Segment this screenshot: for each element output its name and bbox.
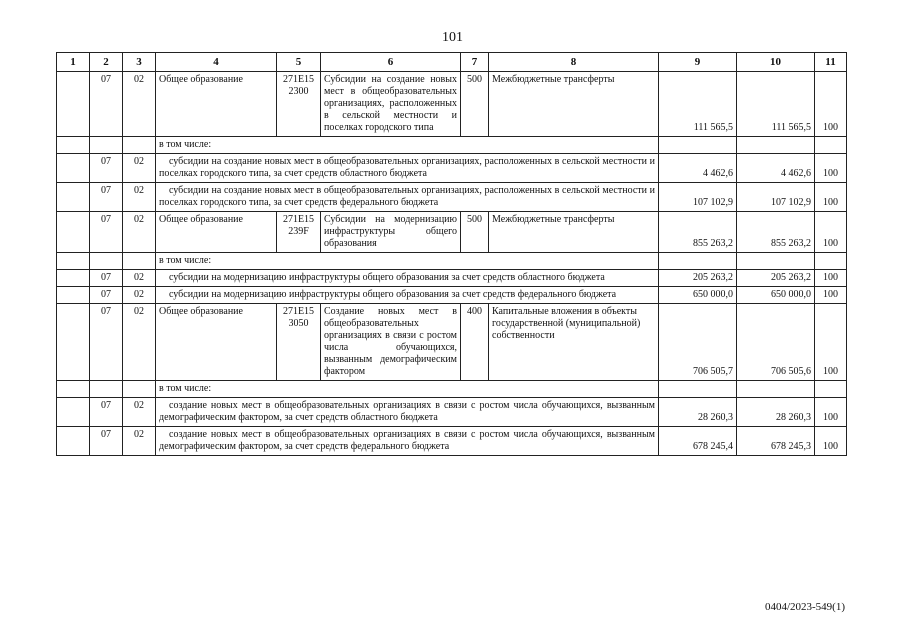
detail-row <box>57 287 847 304</box>
section-name-cell: Общее образование <box>156 72 277 137</box>
detail-description-cell: субсидии на создание новых мест в общеобразовательных организациях, расположенных в сельской местности и поселках городского типа, за счет средств областного бюджета <box>156 154 659 183</box>
detail-row <box>57 183 847 212</box>
section-code-cell: 07 <box>90 304 123 381</box>
amount-actual-cell: 107 102,9 <box>737 183 815 212</box>
header-row <box>57 53 847 72</box>
detail-row <box>57 427 847 456</box>
expense-type-code-cell: 500 <box>461 212 489 253</box>
empty-cell <box>815 137 847 154</box>
section-code-cell: 07 <box>90 183 123 212</box>
section-code-cell: 07 <box>90 398 123 427</box>
amount-actual-cell: 28 260,3 <box>737 398 815 427</box>
detail-row <box>57 398 847 427</box>
section-code-cell: 07 <box>90 154 123 183</box>
percent-cell: 100 <box>815 270 847 287</box>
column-header-6: 6 <box>321 53 461 72</box>
section-code-cell: 07 <box>90 287 123 304</box>
column-header-10: 10 <box>737 53 815 72</box>
code-col1-cell <box>57 287 90 304</box>
column-header-11: 11 <box>815 53 847 72</box>
amount-plan-cell: 205 263,2 <box>659 270 737 287</box>
target-article-cell: 271E15 239F <box>277 212 321 253</box>
target-article-cell: 271E15 2300 <box>277 72 321 137</box>
amount-plan-cell: 706 505,7 <box>659 304 737 381</box>
subsection-code-cell: 02 <box>123 287 156 304</box>
amount-plan-cell: 678 245,4 <box>659 427 737 456</box>
code-col1-cell <box>57 398 90 427</box>
code-col1-cell <box>57 304 90 381</box>
section-name-cell: Общее образование <box>156 304 277 381</box>
empty-cell <box>123 253 156 270</box>
target-name-cell: Создание новых мест в общеобразовательных организациях в связи с ростом числа обучающихся, вызванным демографическим фактором <box>321 304 461 381</box>
amount-plan-cell: 107 102,9 <box>659 183 737 212</box>
section-code-cell: 07 <box>90 72 123 137</box>
subsection-code-cell: 02 <box>123 398 156 427</box>
amount-actual-cell: 205 263,2 <box>737 270 815 287</box>
expense-type-code-cell: 400 <box>461 304 489 381</box>
page-number: 101 <box>442 30 463 45</box>
empty-cell <box>123 381 156 398</box>
column-header-1: 1 <box>57 53 90 72</box>
empty-cell <box>90 381 123 398</box>
subsection-code-cell: 02 <box>123 183 156 212</box>
amount-actual-cell: 111 565,5 <box>737 72 815 137</box>
column-header-4: 4 <box>156 53 277 72</box>
empty-cell <box>659 137 737 154</box>
subsection-code-cell: 02 <box>123 212 156 253</box>
including-row <box>57 381 847 398</box>
column-header-2: 2 <box>90 53 123 72</box>
amount-actual-cell: 678 245,3 <box>737 427 815 456</box>
empty-cell <box>659 253 737 270</box>
subsection-code-cell: 02 <box>123 270 156 287</box>
amount-actual-cell: 650 000,0 <box>737 287 815 304</box>
target-name-cell: Субсидии на создание новых мест в общеобразовательных организациях, расположенных в сельской местности и поселках городского типа <box>321 72 461 137</box>
amount-actual-cell: 4 462,6 <box>737 154 815 183</box>
empty-cell <box>737 381 815 398</box>
empty-cell <box>659 381 737 398</box>
percent-cell: 100 <box>815 212 847 253</box>
including-label-cell: в том числе: <box>156 381 659 398</box>
budget-table <box>56 52 847 456</box>
detail-row <box>57 270 847 287</box>
document-code: 0404/2023-549(1) <box>764 601 845 613</box>
expense-row <box>57 72 847 137</box>
column-header-3: 3 <box>123 53 156 72</box>
subsection-code-cell: 02 <box>123 304 156 381</box>
amount-actual-cell: 855 263,2 <box>737 212 815 253</box>
subsection-code-cell: 02 <box>123 72 156 137</box>
amount-plan-cell: 855 263,2 <box>659 212 737 253</box>
empty-cell <box>57 253 90 270</box>
section-code-cell: 07 <box>90 270 123 287</box>
empty-cell <box>815 381 847 398</box>
percent-cell: 100 <box>815 154 847 183</box>
empty-cell <box>815 253 847 270</box>
code-col1-cell <box>57 183 90 212</box>
code-col1-cell <box>57 154 90 183</box>
detail-description-cell: создание новых мест в общеобразовательных организациях в связи с ростом числа обучающихся, вызванным демографическим фактором, за счет средств областного бюджета <box>156 398 659 427</box>
detail-row <box>57 154 847 183</box>
percent-cell: 100 <box>815 183 847 212</box>
code-col1-cell <box>57 72 90 137</box>
percent-cell: 100 <box>815 398 847 427</box>
including-row <box>57 137 847 154</box>
section-name-cell: Общее образование <box>156 212 277 253</box>
detail-description-cell: создание новых мест в общеобразовательных организациях в связи с ростом числа обучающихся, вызванным демографическим фактором, за счет средств федерального бюджета <box>156 427 659 456</box>
column-header-8: 8 <box>489 53 659 72</box>
empty-cell <box>123 137 156 154</box>
amount-plan-cell: 650 000,0 <box>659 287 737 304</box>
including-label-cell: в том числе: <box>156 253 659 270</box>
percent-cell: 100 <box>815 72 847 137</box>
detail-description-cell: субсидии на модернизацию инфраструктуры общего образования за счет средств федерального бюджета <box>156 287 659 304</box>
empty-cell <box>737 137 815 154</box>
code-col1-cell <box>57 212 90 253</box>
empty-cell <box>57 137 90 154</box>
empty-cell <box>90 253 123 270</box>
table-body <box>57 72 847 456</box>
empty-cell <box>57 381 90 398</box>
subsection-code-cell: 02 <box>123 427 156 456</box>
percent-cell: 100 <box>815 427 847 456</box>
detail-description-cell: субсидии на создание новых мест в общеобразовательных организациях, расположенных в сельской местности и поселках городского типа, за счет средств федерального бюджета <box>156 183 659 212</box>
code-col1-cell <box>57 270 90 287</box>
including-label-cell: в том числе: <box>156 137 659 154</box>
amount-actual-cell: 706 505,6 <box>737 304 815 381</box>
amount-plan-cell: 4 462,6 <box>659 154 737 183</box>
empty-cell <box>737 253 815 270</box>
detail-description-cell: субсидии на модернизацию инфраструктуры общего образования за счет средств областного бюджета <box>156 270 659 287</box>
amount-plan-cell: 111 565,5 <box>659 72 737 137</box>
column-header-7: 7 <box>461 53 489 72</box>
column-header-5: 5 <box>277 53 321 72</box>
column-header-9: 9 <box>659 53 737 72</box>
expense-row <box>57 212 847 253</box>
amount-plan-cell: 28 260,3 <box>659 398 737 427</box>
subsection-code-cell: 02 <box>123 154 156 183</box>
including-row <box>57 253 847 270</box>
percent-cell: 100 <box>815 287 847 304</box>
code-col1-cell <box>57 427 90 456</box>
expense-type-name-cell: Капитальные вложения в объекты государственной (муниципальной) собственности <box>489 304 659 381</box>
target-name-cell: Субсидии на модернизацию инфраструктуры общего образования <box>321 212 461 253</box>
target-article-cell: 271E15 3050 <box>277 304 321 381</box>
expense-row <box>57 304 847 381</box>
percent-cell: 100 <box>815 304 847 381</box>
expense-type-code-cell: 500 <box>461 72 489 137</box>
expense-type-name-cell: Межбюджетные трансферты <box>489 212 659 253</box>
expense-type-name-cell: Межбюджетные трансферты <box>489 72 659 137</box>
section-code-cell: 07 <box>90 212 123 253</box>
section-code-cell: 07 <box>90 427 123 456</box>
empty-cell <box>90 137 123 154</box>
